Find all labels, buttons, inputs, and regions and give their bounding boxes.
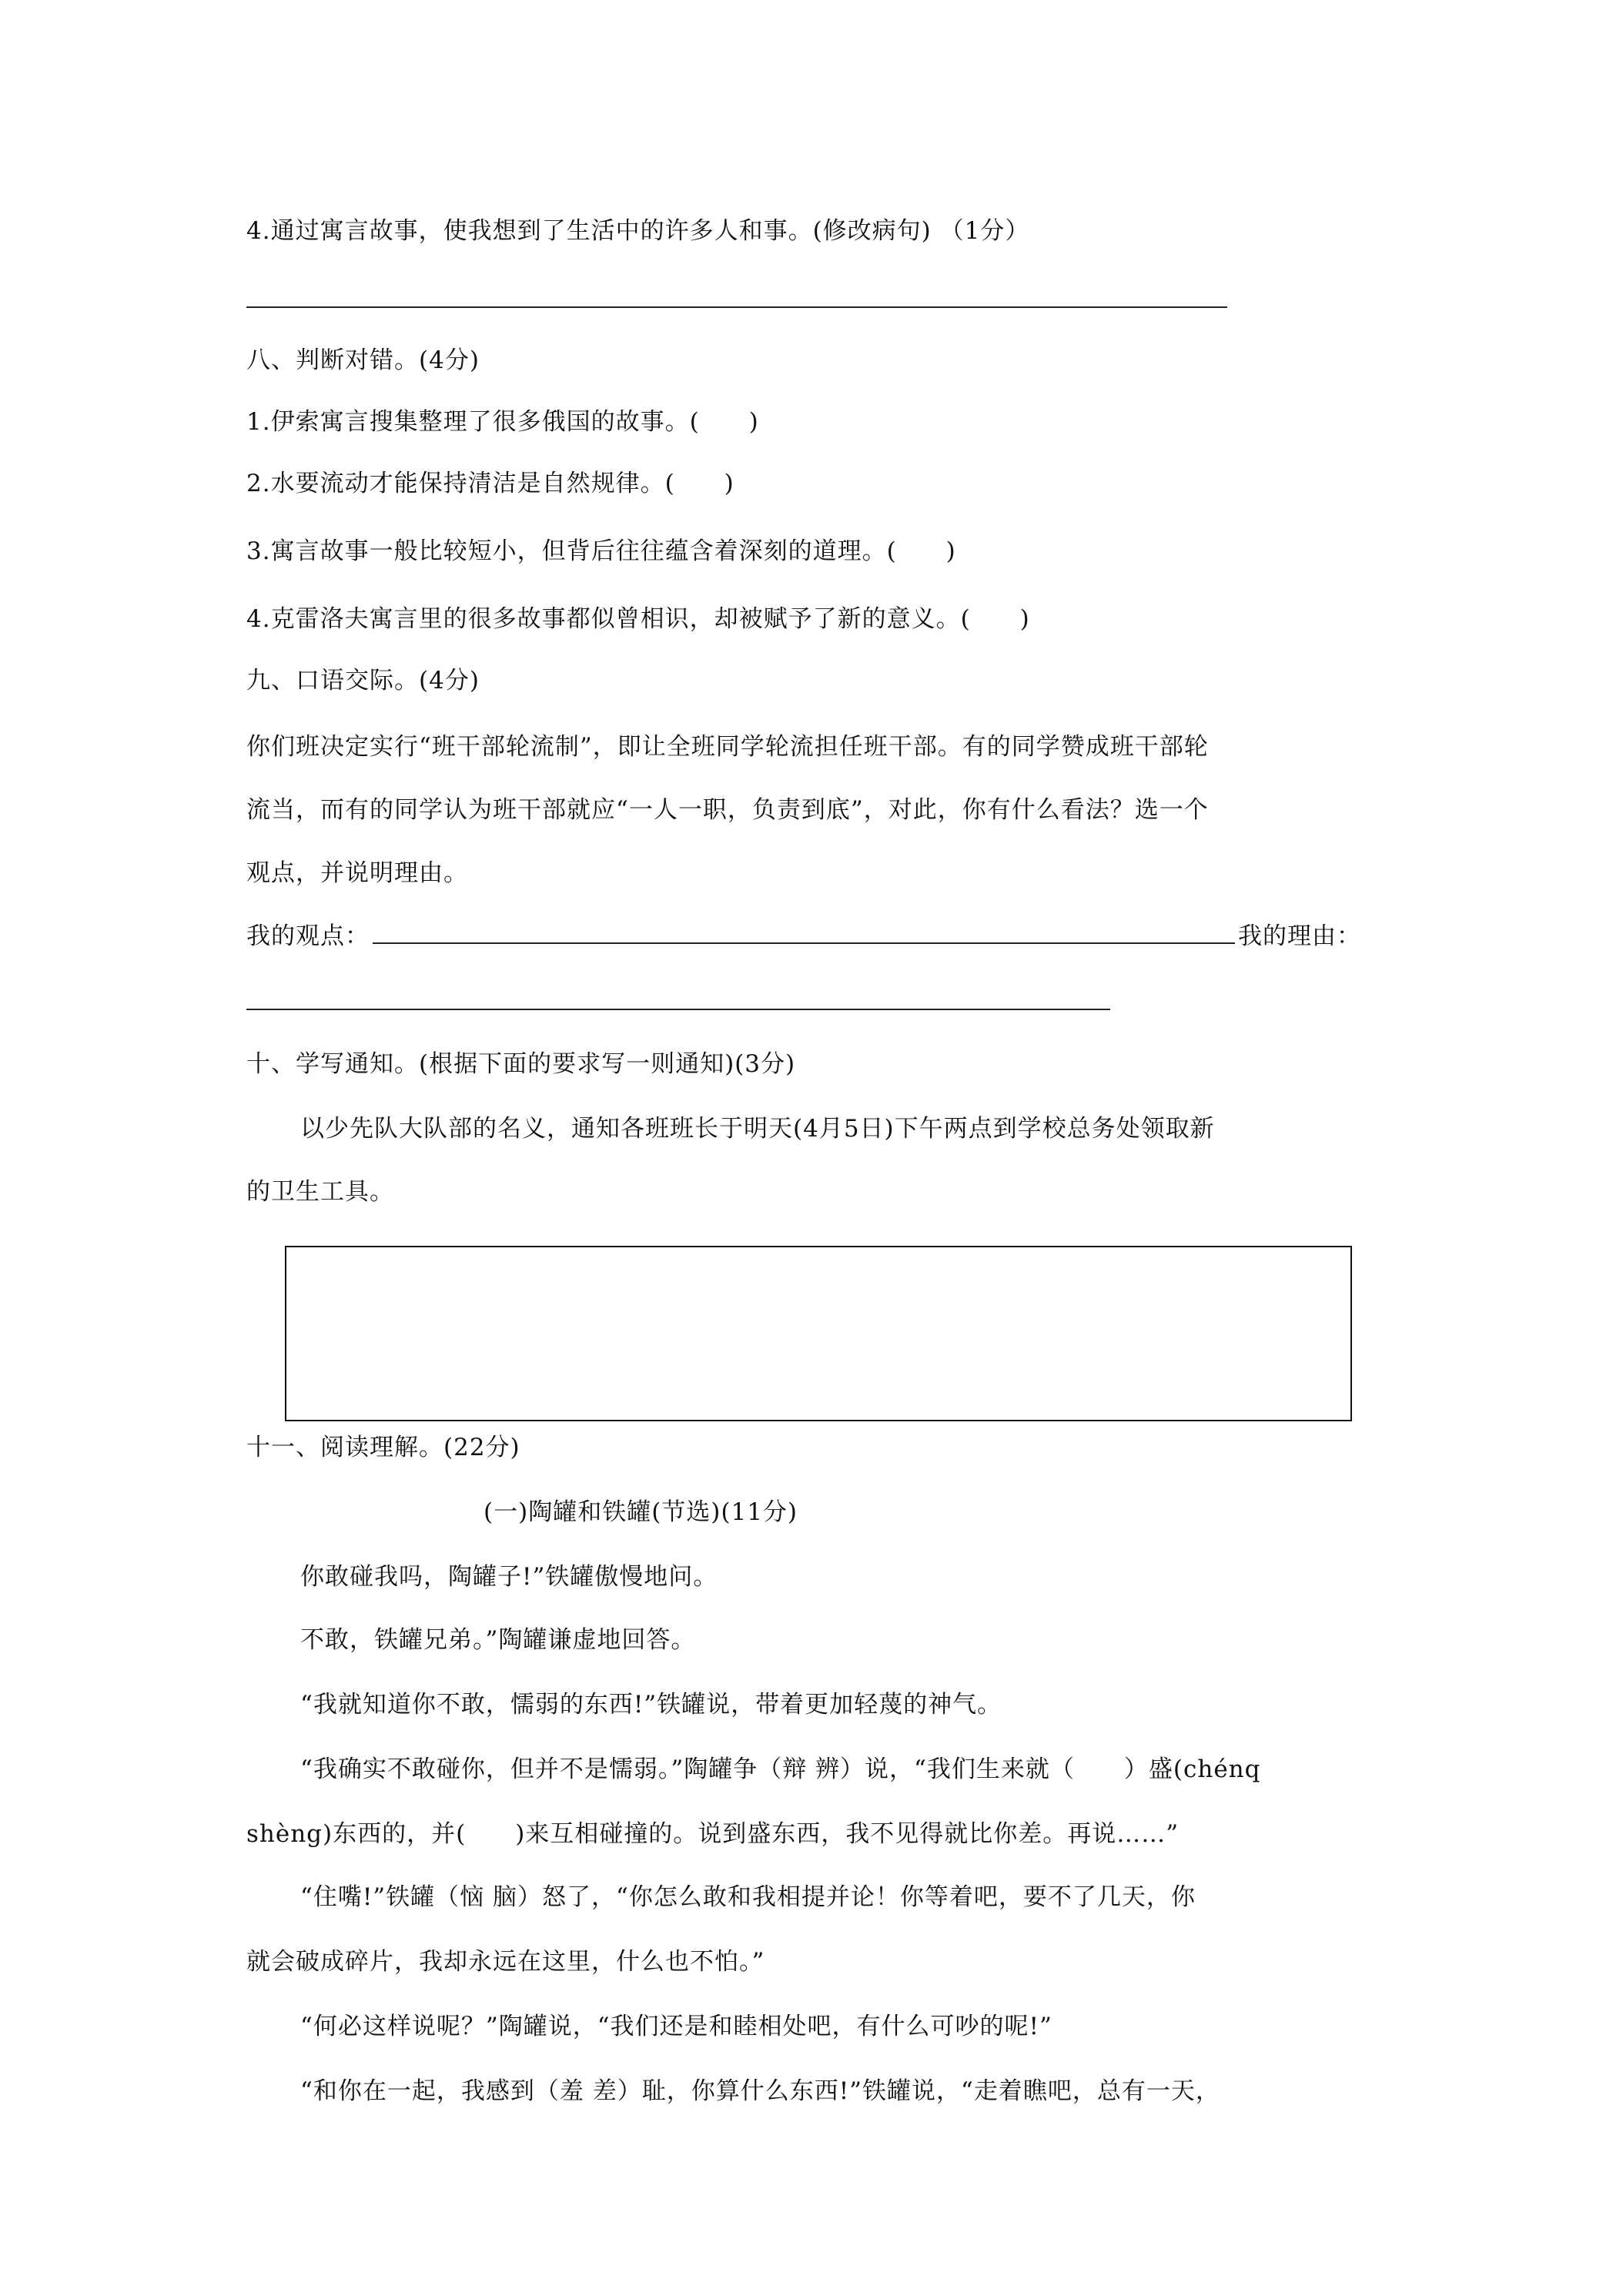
passage-line-4: “我确实不敢碰你，但并不是懦弱。”陶罐争（辩 辨）说，“我们生来就（ ）盛(chénq — [300, 1755, 1261, 1783]
section-9-line-2: 流当，而有的同学认为班干部就应“一人一职，负责到底”，对此，你有什么看法？选一个 — [246, 796, 1209, 824]
judge-item-3: 3.寓言故事一般比较短小，但背后往往蕴含着深刻的道理。( ) — [246, 537, 956, 565]
section-10-line-1: 以少先队大队部的名义，通知各班班长于明天(4月5日)下午两点到学校总务处领取新 — [300, 1115, 1215, 1143]
section-10-line-2: 的卫生工具。 — [246, 1178, 394, 1206]
passage-line-1: 你敢碰我吗，陶罐子!”铁罐傲慢地问。 — [300, 1563, 718, 1591]
passage-line-8: “何必这样说呢？”陶罐说，“我们还是和睦相处吧，有什么可吵的呢!” — [300, 2013, 1052, 2040]
reason-answer-line[interactable] — [246, 1009, 1110, 1010]
answer-line[interactable] — [246, 306, 1227, 308]
reason-label: 我的理由： — [1238, 922, 1361, 950]
section-11-heading: 十一、阅读理解。(22分) — [246, 1434, 520, 1461]
section-9-heading: 九、口语交际。(4分) — [246, 667, 480, 694]
viewpoint-label: 我的观点： — [246, 922, 370, 950]
section-10-heading: 十、学写通知。(根据下面的要求写一则通知)(3分) — [246, 1050, 796, 1078]
section-9-line-3: 观点，并说明理由。 — [246, 859, 468, 887]
judge-item-4: 4.克雷洛夫寓言里的很多故事都似曾相识，却被赋予了新的意义。( ) — [246, 605, 1030, 633]
passage-line-6: “住嘴!”铁罐（恼 脑）怒了，“你怎么敢和我相提并论！你等着吧，要不了几天，你 — [300, 1883, 1196, 1911]
passage-line-3: “我就知道你不敢，懦弱的东西!”铁罐说，带着更加轻蔑的神气。 — [300, 1691, 1002, 1719]
passage-title: (一)陶罐和铁罐(节选)(11分) — [484, 1498, 798, 1526]
section-8-heading: 八、判断对错。(4分) — [246, 346, 480, 374]
viewpoint-row — [246, 919, 1361, 953]
judge-item-2: 2.水要流动才能保持清洁是自然规律。( ) — [246, 470, 735, 497]
passage-line-2: 不敢，铁罐兄弟。”陶罐谦虚地回答。 — [300, 1626, 696, 1654]
passage-line-5: shèng)东西的，并( )来互相碰撞的。说到盛东西，我不见得就比你差。再说……” — [246, 1820, 1180, 1848]
section-9-line-1: 你们班决定实行“班干部轮流制”，即让全班同学轮流担任班干部。有的同学赞成班干部轮 — [246, 733, 1209, 761]
judge-item-1: 1.伊索寓言搜集整理了很多俄国的故事。( ) — [246, 408, 759, 436]
notice-writing-box[interactable] — [285, 1246, 1352, 1421]
passage-line-7: 就会破成碎片，我却永远在这里，什么也不怕。” — [246, 1948, 765, 1976]
viewpoint-answer-line[interactable] — [373, 919, 1235, 944]
q7-item-4: 4.通过寓言故事，使我想到了生活中的许多人和事。(修改病句) （1分） — [246, 217, 1030, 245]
passage-line-9: “和你在一起，我感到（羞 差）耻，你算什么东西!”铁罐说，“走着瞧吧，总有一天， — [300, 2077, 1220, 2105]
